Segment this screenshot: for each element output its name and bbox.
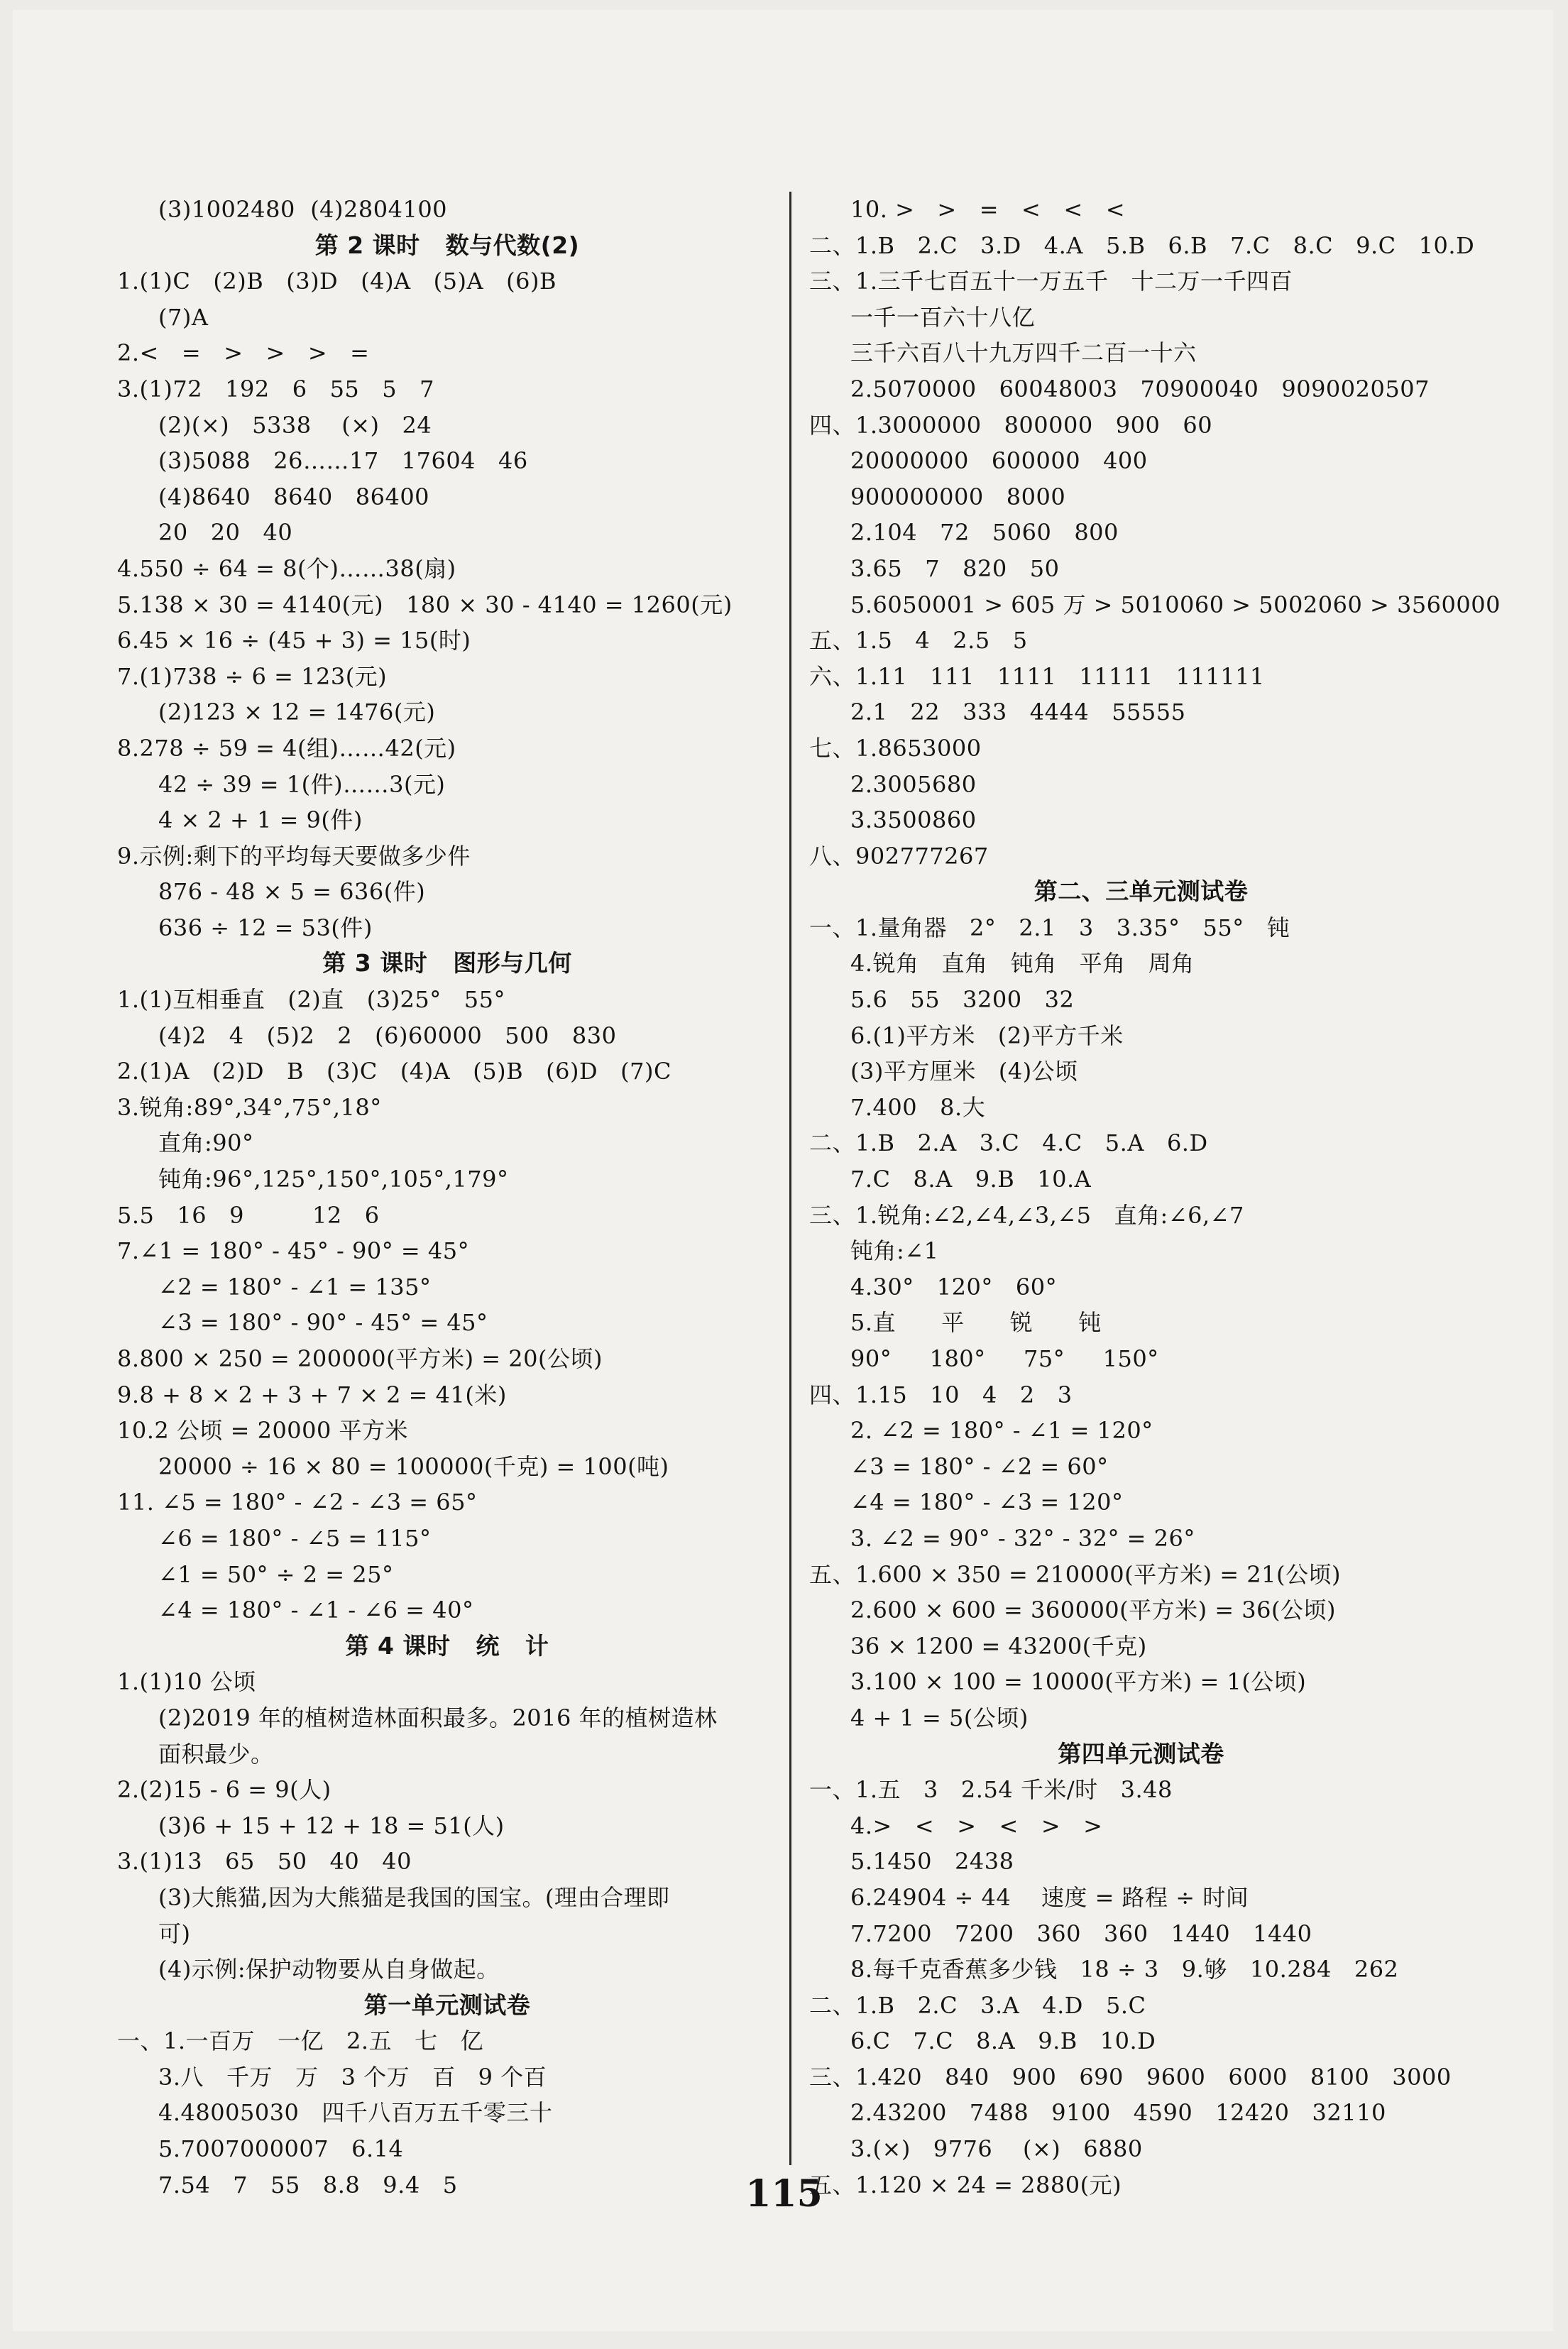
right-answer-line: 4.30° 120° 60° bbox=[850, 1273, 1058, 1301]
left-answer-line: (2)123 × 12 = 1476(元) bbox=[158, 699, 436, 726]
right-answer-line: 7.7200 7200 360 360 1440 1440 bbox=[850, 1920, 1312, 1947]
left-answer-line: 9.示例:剩下的平均每天要做多少件 bbox=[117, 842, 471, 870]
right-answer-line: 四、1.15 10 4 2 3 bbox=[809, 1381, 1073, 1408]
right-answer-line: 5.6050001 > 605 万 > 5010060 > 5002060 > 3560000 bbox=[850, 591, 1501, 618]
left-answer-line: 4.48005030 四千八百万五千零三十 bbox=[158, 2099, 553, 2127]
right-answer-line: 八、902777267 bbox=[809, 842, 989, 870]
left-answer-line: 可) bbox=[158, 1920, 191, 1947]
right-answer-line: 36 × 1200 = 43200(千克) bbox=[850, 1632, 1147, 1660]
left-answer-line: (3)6 + 15 + 12 + 18 = 51(人) bbox=[158, 1812, 505, 1839]
right-answer-line: 二、1.B 2.A 3.C 4.C 5.A 6.D bbox=[809, 1129, 1208, 1157]
right-answer-line: 二、1.B 2.C 3.A 4.D 5.C bbox=[809, 1991, 1146, 2019]
left-answer-line: 钝角:96°,125°,150°,105°,179° bbox=[158, 1166, 509, 1193]
right-answer-line: 5.1450 2438 bbox=[850, 1848, 1014, 1876]
left-answer-line: 4 × 2 + 1 = 9(件) bbox=[158, 806, 363, 834]
right-answer-line: 900000000 8000 bbox=[850, 483, 1066, 510]
right-answer-line: 3.3500860 bbox=[850, 806, 977, 834]
left-answer-line: 直角:90° bbox=[158, 1129, 254, 1157]
left-answer-line: 1.(1)互相垂直 (2)直 (3)25° 55° bbox=[117, 986, 506, 1014]
right-answer-line: 3.(×) 9776 (×) 6880 bbox=[850, 2135, 1143, 2163]
right-answer-line: 四、1.3000000 800000 900 60 bbox=[809, 411, 1213, 439]
right-answer-line: 2.3005680 bbox=[850, 770, 977, 798]
right-section-heading: 第二、三单元测试卷 bbox=[1034, 877, 1249, 906]
left-answer-line: 3.(1)13 65 50 40 40 bbox=[117, 1848, 412, 1876]
right-answer-line: 2.600 × 600 = 360000(平方米) = 36(公顷) bbox=[850, 1597, 1336, 1624]
right-answer-line: 10. > > = < < < bbox=[850, 196, 1126, 223]
left-answer-line: ∠6 = 180° - ∠5 = 115° bbox=[158, 1524, 432, 1552]
right-answer-line: 20000000 600000 400 bbox=[850, 447, 1148, 475]
right-answer-line: 三千六百八十九万四千二百一十六 bbox=[850, 339, 1197, 367]
right-answer-line: 2.5070000 60048003 70900040 9090020507 bbox=[850, 375, 1430, 403]
right-answer-line: 2.104 72 5060 800 bbox=[850, 519, 1119, 547]
right-answer-line: 5.6 55 3200 32 bbox=[850, 986, 1075, 1014]
right-answer-line: 一、1.量角器 2° 2.1 3 3.35° 55° 钝 bbox=[809, 914, 1290, 941]
left-answer-line: 20 20 40 bbox=[158, 519, 293, 547]
left-answer-line: ∠2 = 180° - ∠1 = 135° bbox=[158, 1273, 432, 1301]
column-divider bbox=[789, 192, 791, 2165]
right-answer-line: 七、1.8653000 bbox=[809, 734, 982, 762]
left-answer-line: 2.(2)15 - 6 = 9(人) bbox=[117, 1776, 331, 1804]
left-answer-line: 面积最少。 bbox=[158, 1740, 274, 1768]
left-answer-line: 1.(1)10 公顷 bbox=[117, 1668, 256, 1696]
right-answer-line: 3.65 7 820 50 bbox=[850, 554, 1060, 582]
left-answer-line: 2.(1)A (2)D B (3)C (4)A (5)B (6)D (7)C bbox=[117, 1058, 671, 1085]
right-answer-line: 90° 180° 75° 150° bbox=[850, 1345, 1159, 1372]
right-answer-line: 3. ∠2 = 90° - 32° - 32° = 26° bbox=[850, 1524, 1195, 1552]
left-answer-line: ∠4 = 180° - ∠1 - ∠6 = 40° bbox=[158, 1597, 474, 1624]
right-answer-line: 钝角:∠1 bbox=[850, 1237, 939, 1265]
right-answer-line: 一、1.五 3 2.54 千米/时 3.48 bbox=[809, 1776, 1173, 1804]
right-answer-line: 三、1.三千七百五十一万五千 十二万一千四百 bbox=[809, 268, 1293, 295]
right-answer-line: 4 + 1 = 5(公顷) bbox=[850, 1704, 1029, 1731]
right-answer-line: (3)平方厘米 (4)公顷 bbox=[850, 1058, 1078, 1085]
left-answer-line: (2)2019 年的植树造林面积最多。2016 年的植树造林 bbox=[158, 1704, 718, 1731]
left-section-heading: 第 2 课时 数与代数(2) bbox=[314, 231, 580, 259]
right-answer-line: 五、1.600 × 350 = 210000(平方米) = 21(公顷) bbox=[809, 1560, 1341, 1588]
left-answer-line: ∠3 = 180° - 90° - 45° = 45° bbox=[158, 1309, 488, 1337]
left-answer-line: 8.278 ÷ 59 = 4(组)……42(元) bbox=[117, 734, 456, 762]
left-answer-line: ∠1 = 50° ÷ 2 = 25° bbox=[158, 1560, 394, 1588]
right-answer-line: 2. ∠2 = 180° - ∠1 = 120° bbox=[850, 1417, 1153, 1445]
right-answer-line: ∠4 = 180° - ∠3 = 120° bbox=[850, 1489, 1124, 1516]
left-answer-line: (3)5088 26……17 17604 46 bbox=[158, 447, 528, 475]
right-column bbox=[809, 192, 1501, 2203]
left-section-heading: 第 3 课时 图形与几何 bbox=[322, 949, 572, 978]
left-answer-line: 8.800 × 250 = 200000(平方米) = 20(公顷) bbox=[117, 1345, 603, 1372]
left-section-heading: 第一单元测试卷 bbox=[363, 1991, 531, 2019]
left-answer-line: (4)8640 8640 86400 bbox=[158, 483, 430, 510]
page-number: 115 bbox=[745, 2172, 823, 2216]
left-answer-line: 5.7007000007 6.14 bbox=[158, 2135, 404, 2163]
right-section-heading: 第四单元测试卷 bbox=[1058, 1739, 1224, 1768]
left-answer-line: 7.∠1 = 180° - 45° - 90° = 45° bbox=[117, 1237, 470, 1265]
left-answer-line: (3)大熊猫,因为大熊猫是我国的国宝。(理由合理即 bbox=[158, 1883, 670, 1911]
right-answer-line: 二、1.B 2.C 3.D 4.A 5.B 6.B 7.C 8.C 9.C 10.D bbox=[809, 231, 1475, 259]
left-section-heading: 第 4 课时 统 计 bbox=[345, 1631, 549, 1660]
right-answer-line: 三、1.锐角:∠2,∠4,∠3,∠5 直角:∠6,∠7 bbox=[809, 1201, 1244, 1229]
left-answer-line: 一、1.一百万 一亿 2.五 七 亿 bbox=[117, 2027, 484, 2055]
left-answer-line: 876 - 48 × 5 = 636(件) bbox=[158, 878, 426, 906]
right-answer-line: 5.直 平 锐 钝 bbox=[850, 1309, 1102, 1337]
right-answer-line: 五、1.5 4 2.5 5 bbox=[809, 627, 1028, 655]
left-answer-line: 3.(1)72 192 6 55 5 7 bbox=[117, 375, 435, 403]
left-answer-line: 636 ÷ 12 = 53(件) bbox=[158, 914, 373, 941]
left-answer-line: 11. ∠5 = 180° - ∠2 - ∠3 = 65° bbox=[117, 1489, 478, 1516]
right-answer-line: 8.每千克香蕉多少钱 18 ÷ 3 9.够 10.284 262 bbox=[850, 1956, 1399, 1983]
left-answer-line: 5.5 16 9 12 6 bbox=[117, 1201, 380, 1229]
left-answer-line: 5.138 × 30 = 4140(元) 180 × 30 - 4140 = 1260(元) bbox=[117, 591, 733, 618]
right-answer-line: 4.锐角 直角 钝角 平角 周角 bbox=[850, 950, 1195, 978]
left-answer-line: 42 ÷ 39 = 1(件)……3(元) bbox=[158, 770, 446, 798]
right-answer-line: ∠3 = 180° - ∠2 = 60° bbox=[850, 1452, 1109, 1480]
left-answer-line: 4.550 ÷ 64 = 8(个)……38(扇) bbox=[117, 554, 456, 582]
right-answer-line: 6.C 7.C 8.A 9.B 10.D bbox=[850, 2027, 1156, 2055]
right-answer-line: 6.24904 ÷ 44 速度 = 路程 ÷ 时间 bbox=[850, 1883, 1249, 1911]
right-answer-line: 6.(1)平方米 (2)平方千米 bbox=[850, 1022, 1124, 1049]
left-answer-line: (2)(×) 5338 (×) 24 bbox=[158, 411, 432, 439]
left-column bbox=[117, 192, 777, 2203]
left-answer-line: 7.(1)738 ÷ 6 = 123(元) bbox=[117, 662, 388, 690]
right-answer-line: 2.1 22 333 4444 55555 bbox=[850, 699, 1186, 726]
left-answer-line: 7.54 7 55 8.8 9.4 5 bbox=[158, 2171, 458, 2199]
right-answer-line: 三、1.420 840 900 690 9600 6000 8100 3000 bbox=[809, 2063, 1452, 2091]
right-answer-line: 7.400 8.大 bbox=[850, 1093, 986, 1121]
right-answer-line: 7.C 8.A 9.B 10.A bbox=[850, 1166, 1092, 1193]
left-answer-line: 9.8 + 8 × 2 + 3 + 7 × 2 = 41(米) bbox=[117, 1381, 507, 1408]
left-answer-line: 20000 ÷ 16 × 80 = 100000(千克) = 100(吨) bbox=[158, 1452, 669, 1480]
right-answer-line: 2.43200 7488 9100 4590 12420 32110 bbox=[850, 2099, 1386, 2127]
right-answer-line: 六、1.11 111 1111 11111 111111 bbox=[809, 662, 1265, 690]
left-answer-line: 3.锐角:89°,34°,75°,18° bbox=[117, 1093, 382, 1121]
right-answer-line: 3.100 × 100 = 10000(平方米) = 1(公顷) bbox=[850, 1668, 1307, 1696]
right-answer-line: 一千一百六十八亿 bbox=[850, 303, 1036, 331]
left-answer-line: (4)2 4 (5)2 2 (6)60000 500 830 bbox=[158, 1022, 617, 1049]
left-answer-line: (3)1002480 (4)2804100 bbox=[158, 196, 448, 223]
right-answer-line: 五、1.120 × 24 = 2880(元) bbox=[809, 2171, 1122, 2199]
left-answer-line: (7)A bbox=[158, 303, 209, 331]
left-answer-line: 10.2 公顷 = 20000 平方米 bbox=[117, 1417, 409, 1445]
left-answer-line: (4)示例:保护动物要从自身做起。 bbox=[158, 1956, 500, 1983]
left-answer-line: 3.八 千万 万 3 个万 百 9 个百 bbox=[158, 2063, 547, 2091]
right-answer-line: 4.> < > < > > bbox=[850, 1812, 1103, 1839]
left-answer-line: 2.< = > > > = bbox=[117, 339, 370, 367]
left-answer-line: 6.45 × 16 ÷ (45 + 3) = 15(时) bbox=[117, 627, 471, 655]
left-answer-line: 1.(1)C (2)B (3)D (4)A (5)A (6)B bbox=[117, 268, 557, 295]
